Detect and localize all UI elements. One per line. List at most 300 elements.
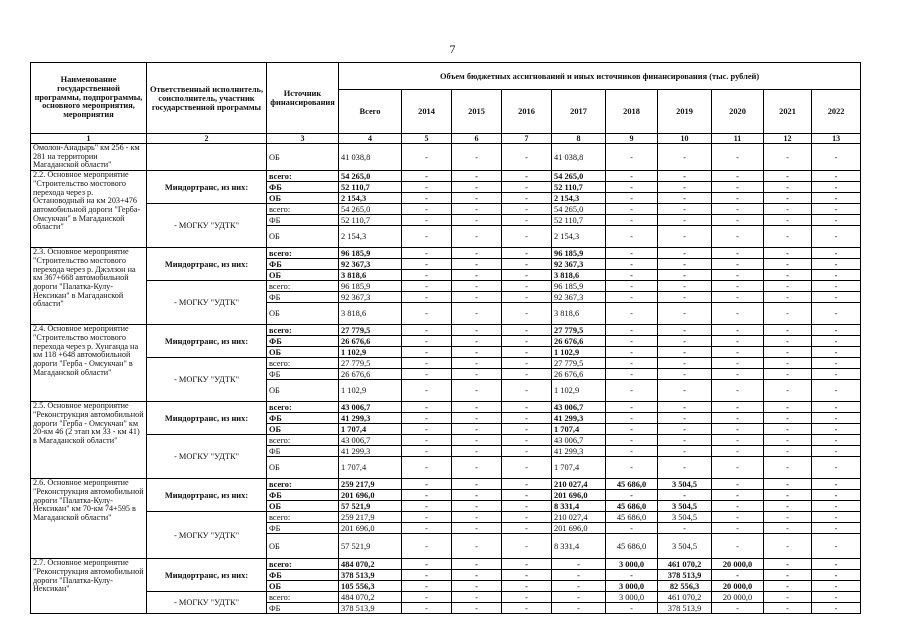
value-cell: -: [658, 336, 712, 347]
column-number: 5: [402, 134, 452, 144]
column-number: 13: [812, 134, 861, 144]
executor-udtk: - МОГКУ "УДТК": [147, 204, 267, 248]
value-cell: -: [764, 182, 812, 193]
value-cell: -: [658, 424, 712, 435]
value-cell: -: [502, 325, 552, 336]
value-cell: -: [402, 144, 452, 171]
value-cell: -: [452, 336, 502, 347]
value-cell: -: [452, 226, 502, 248]
value-cell: -: [812, 413, 861, 424]
source-cell: ФБ: [267, 292, 339, 303]
source-cell: ФБ: [267, 570, 339, 581]
value-cell: -: [812, 193, 861, 204]
value-cell: -: [452, 457, 502, 479]
value-cell: -: [764, 226, 812, 248]
value-cell: -: [812, 281, 861, 292]
value-cell: -: [452, 248, 502, 259]
value-cell: -: [764, 171, 812, 182]
value-cell: -: [452, 347, 502, 358]
value-cell: -: [764, 490, 812, 501]
value-cell: 3 818,6: [339, 270, 402, 281]
value-cell: -: [502, 435, 552, 446]
value-cell: -: [402, 581, 452, 592]
source-cell: ФБ: [267, 603, 339, 614]
value-cell: -: [452, 501, 502, 512]
value-cell: 1 707,4: [552, 424, 606, 435]
value-cell: -: [812, 424, 861, 435]
executor-udtk: - МОГКУ "УДТК": [147, 512, 267, 559]
executor-ministry: Миндортранс, из них:: [147, 402, 267, 435]
value-cell: -: [502, 204, 552, 215]
value-cell: -: [712, 281, 764, 292]
value-cell: -: [452, 446, 502, 457]
value-cell: -: [812, 226, 861, 248]
value-cell: -: [712, 204, 764, 215]
executor-ministry: Миндортранс, из них:: [147, 325, 267, 358]
value-cell: -: [712, 303, 764, 325]
value-cell: 45 686,0: [606, 479, 658, 490]
value-cell: -: [712, 570, 764, 581]
executor-ministry: Миндортранс, из них:: [147, 559, 267, 592]
source-cell: всего:: [267, 592, 339, 603]
value-cell: -: [402, 402, 452, 413]
value-cell: 3 504,5: [658, 501, 712, 512]
value-cell: -: [402, 435, 452, 446]
value-cell: 378 513,9: [339, 570, 402, 581]
value-cell: 3 000,0: [606, 559, 658, 570]
source-cell: ОБ: [267, 193, 339, 204]
value-cell: -: [502, 380, 552, 402]
value-cell: -: [552, 592, 606, 603]
value-cell: -: [764, 581, 812, 592]
value-cell: -: [502, 292, 552, 303]
value-cell: -: [712, 512, 764, 523]
value-cell: -: [402, 292, 452, 303]
value-cell: 52 110,7: [339, 215, 402, 226]
value-cell: -: [452, 490, 502, 501]
source-cell: ОБ: [267, 581, 339, 592]
value-cell: -: [812, 570, 861, 581]
source-cell: всего:: [267, 325, 339, 336]
source-cell: ОБ: [267, 534, 339, 559]
value-cell: -: [712, 259, 764, 270]
value-cell: -: [712, 534, 764, 559]
value-cell: -: [658, 413, 712, 424]
value-cell: -: [658, 325, 712, 336]
executor-udtk: - МОГКУ "УДТК": [147, 358, 267, 402]
value-cell: 52 110,7: [552, 215, 606, 226]
value-cell: 3 000,0: [606, 592, 658, 603]
value-cell: -: [812, 380, 861, 402]
value-cell: 3 504,5: [658, 534, 712, 559]
value-cell: -: [712, 523, 764, 534]
source-cell: ФБ: [267, 182, 339, 193]
value-cell: -: [764, 501, 812, 512]
value-cell: 461 070,2: [658, 559, 712, 570]
value-cell: 1 102,9: [339, 380, 402, 402]
value-cell: -: [764, 457, 812, 479]
source-cell: всего:: [267, 512, 339, 523]
value-cell: 2 154,3: [552, 226, 606, 248]
value-cell: -: [712, 270, 764, 281]
value-cell: -: [452, 592, 502, 603]
value-cell: -: [658, 358, 712, 369]
value-cell: -: [812, 171, 861, 182]
value-cell: -: [658, 490, 712, 501]
value-cell: 484 070,2: [339, 559, 402, 570]
source-cell: ОБ: [267, 270, 339, 281]
executor-udtk: - МОГКУ "УДТК": [147, 281, 267, 325]
value-cell: -: [812, 603, 861, 614]
value-cell: -: [402, 325, 452, 336]
value-cell: -: [812, 336, 861, 347]
value-cell: -: [402, 226, 452, 248]
value-cell: 3 818,6: [339, 303, 402, 325]
value-cell: 201 696,0: [339, 523, 402, 534]
value-cell: -: [764, 402, 812, 413]
value-cell: -: [812, 457, 861, 479]
value-cell: -: [658, 380, 712, 402]
value-cell: -: [606, 182, 658, 193]
value-cell: 92 367,3: [552, 292, 606, 303]
value-cell: -: [452, 380, 502, 402]
value-cell: -: [812, 512, 861, 523]
value-cell: 3 504,5: [658, 512, 712, 523]
value-cell: -: [812, 501, 861, 512]
value-cell: 259 217,9: [339, 479, 402, 490]
value-cell: -: [658, 523, 712, 534]
value-cell: -: [712, 479, 764, 490]
value-cell: 96 185,9: [552, 281, 606, 292]
value-cell: -: [606, 523, 658, 534]
value-cell: -: [658, 215, 712, 226]
value-cell: -: [712, 501, 764, 512]
value-cell: -: [402, 592, 452, 603]
value-cell: 484 070,2: [339, 592, 402, 603]
value-cell: -: [658, 226, 712, 248]
value-cell: -: [764, 358, 812, 369]
column-number: 7: [502, 134, 552, 144]
source-cell: ОБ: [267, 380, 339, 402]
value-cell: -: [764, 325, 812, 336]
value-cell: -: [502, 369, 552, 380]
value-cell: 43 006,7: [339, 402, 402, 413]
value-cell: -: [452, 534, 502, 559]
value-cell: 41 299,3: [552, 413, 606, 424]
value-cell: -: [452, 292, 502, 303]
value-cell: -: [764, 369, 812, 380]
value-cell: -: [452, 144, 502, 171]
source-cell: ОБ: [267, 457, 339, 479]
value-cell: -: [606, 446, 658, 457]
value-cell: 201 696,0: [552, 490, 606, 501]
value-cell: 26 676,6: [339, 336, 402, 347]
header-funding: Объем бюджетных ассигнований и иных источников финансирования (тыс. рублей): [339, 63, 861, 90]
value-cell: 8 331,4: [552, 501, 606, 512]
value-cell: -: [402, 490, 452, 501]
value-cell: -: [764, 592, 812, 603]
value-cell: -: [502, 358, 552, 369]
value-cell: 43 006,7: [339, 435, 402, 446]
value-cell: -: [452, 424, 502, 435]
value-cell: -: [452, 479, 502, 490]
value-cell: -: [452, 193, 502, 204]
measure-name: 2.4. Основное мероприятие "Строительство мостового перехода через р. Хунганда на км 118 +648 автомобильной дороги "Герба - Омсукчан" в Магаданской области": [31, 325, 147, 402]
value-cell: -: [452, 358, 502, 369]
value-cell: 43 006,7: [552, 402, 606, 413]
value-cell: -: [764, 347, 812, 358]
value-cell: -: [606, 144, 658, 171]
value-cell: -: [606, 259, 658, 270]
value-cell: -: [712, 171, 764, 182]
table-row: [31, 358, 861, 369]
value-cell: -: [402, 380, 452, 402]
value-cell: -: [502, 424, 552, 435]
value-cell: -: [712, 292, 764, 303]
value-cell: 52 110,7: [552, 182, 606, 193]
value-cell: -: [812, 144, 861, 171]
value-cell: 41 299,3: [552, 446, 606, 457]
value-cell: -: [658, 402, 712, 413]
value-cell: -: [402, 358, 452, 369]
header-year: 2022: [812, 90, 861, 134]
value-cell: -: [712, 413, 764, 424]
value-cell: -: [402, 248, 452, 259]
value-cell: -: [402, 534, 452, 559]
source-cell: ОБ: [267, 303, 339, 325]
value-cell: -: [812, 204, 861, 215]
source-cell: ФБ: [267, 490, 339, 501]
column-number: 12: [764, 134, 812, 144]
value-cell: -: [402, 424, 452, 435]
value-cell: -: [712, 347, 764, 358]
value-cell: -: [712, 603, 764, 614]
value-cell: 3 818,6: [552, 270, 606, 281]
executor-udtk: - МОГКУ "УДТК": [147, 435, 267, 479]
value-cell: -: [452, 171, 502, 182]
column-number: 11: [712, 134, 764, 144]
value-cell: -: [764, 281, 812, 292]
value-cell: -: [712, 490, 764, 501]
source-cell: всего:: [267, 559, 339, 570]
source-cell: ОБ: [267, 501, 339, 512]
value-cell: -: [452, 215, 502, 226]
value-cell: 20 000,0: [712, 592, 764, 603]
source-cell: ФБ: [267, 413, 339, 424]
value-cell: -: [764, 380, 812, 402]
value-cell: -: [552, 581, 606, 592]
value-cell: 3 000,0: [606, 581, 658, 592]
value-cell: -: [812, 592, 861, 603]
value-cell: -: [402, 303, 452, 325]
value-cell: 3 504,5: [658, 479, 712, 490]
value-cell: -: [764, 292, 812, 303]
table-row: [31, 144, 861, 171]
value-cell: -: [658, 435, 712, 446]
measure-name: 2.5. Основное мероприятие "Реконструкция автомобильной дороги "Герба - Омсукчан" км 20-км 46 (2 этап км 33 - км 41) в Магаданской области": [31, 402, 147, 479]
value-cell: -: [658, 369, 712, 380]
value-cell: -: [502, 402, 552, 413]
value-cell: -: [502, 413, 552, 424]
value-cell: -: [402, 281, 452, 292]
value-cell: -: [764, 603, 812, 614]
source-cell: всего:: [267, 479, 339, 490]
value-cell: -: [606, 215, 658, 226]
column-number: 3: [267, 134, 339, 144]
value-cell: -: [452, 413, 502, 424]
value-cell: -: [764, 259, 812, 270]
value-cell: -: [764, 144, 812, 171]
value-cell: -: [764, 215, 812, 226]
value-cell: -: [606, 226, 658, 248]
source-cell: всего:: [267, 435, 339, 446]
table-row: [31, 512, 861, 523]
value-cell: -: [658, 144, 712, 171]
column-number: 6: [452, 134, 502, 144]
value-cell: -: [606, 171, 658, 182]
value-cell: -: [606, 270, 658, 281]
value-cell: -: [402, 204, 452, 215]
value-cell: 378 513,9: [658, 570, 712, 581]
value-cell: -: [606, 204, 658, 215]
value-cell: -: [452, 523, 502, 534]
value-cell: -: [502, 182, 552, 193]
page-number: 7: [449, 42, 456, 56]
source-cell: ФБ: [267, 369, 339, 380]
value-cell: -: [606, 248, 658, 259]
value-cell: -: [502, 603, 552, 614]
value-cell: -: [812, 248, 861, 259]
value-cell: -: [502, 581, 552, 592]
value-cell: -: [764, 534, 812, 559]
value-cell: -: [658, 259, 712, 270]
source-cell: ФБ: [267, 215, 339, 226]
value-cell: -: [764, 512, 812, 523]
value-cell: -: [502, 457, 552, 479]
value-cell: -: [502, 226, 552, 248]
value-cell: -: [502, 534, 552, 559]
value-cell: 57 521,9: [339, 501, 402, 512]
value-cell: -: [812, 534, 861, 559]
value-cell: 57 521,9: [339, 534, 402, 559]
value-cell: -: [606, 424, 658, 435]
header-year: 2020: [712, 90, 764, 134]
value-cell: -: [502, 144, 552, 171]
value-cell: 41 299,3: [339, 446, 402, 457]
value-cell: 41 299,3: [339, 413, 402, 424]
table-row: [31, 592, 861, 603]
value-cell: 210 027,4: [552, 479, 606, 490]
value-cell: -: [812, 581, 861, 592]
value-cell: 54 265,0: [339, 171, 402, 182]
value-cell: -: [764, 204, 812, 215]
table-row: [31, 171, 861, 182]
value-cell: -: [812, 446, 861, 457]
value-cell: 54 265,0: [552, 204, 606, 215]
column-number: 10: [658, 134, 712, 144]
value-cell: 1 707,4: [339, 424, 402, 435]
value-cell: 105 556,3: [339, 581, 402, 592]
value-cell: 96 185,9: [552, 248, 606, 259]
value-cell: -: [658, 303, 712, 325]
value-cell: -: [764, 413, 812, 424]
value-cell: 26 676,6: [552, 336, 606, 347]
value-cell: -: [502, 512, 552, 523]
value-cell: -: [812, 215, 861, 226]
value-cell: -: [812, 347, 861, 358]
value-cell: -: [812, 358, 861, 369]
value-cell: -: [552, 603, 606, 614]
value-cell: -: [712, 182, 764, 193]
value-cell: 1 707,4: [552, 457, 606, 479]
value-cell: 45 686,0: [606, 512, 658, 523]
measure-name: Омолон-Анадырь" км 256 - км 281 на территории Магаданской области": [31, 144, 147, 171]
column-number: 8: [552, 134, 606, 144]
value-cell: -: [402, 523, 452, 534]
measure-name: 2.3. Основное мероприятие "Строительство мостового перехода через р. Джэлзон на км 367+668 автомобильной дороги "Палатка-Кулу-Нексикан" в Магаданской области": [31, 248, 147, 325]
value-cell: 1 102,9: [552, 380, 606, 402]
value-cell: 54 265,0: [339, 204, 402, 215]
value-cell: -: [402, 171, 452, 182]
value-cell: -: [764, 303, 812, 325]
value-cell: -: [402, 259, 452, 270]
header-year: 2019: [658, 90, 712, 134]
value-cell: -: [552, 570, 606, 581]
executor-ministry: Миндортранс, из них:: [147, 248, 267, 281]
value-cell: -: [712, 226, 764, 248]
value-cell: -: [658, 182, 712, 193]
value-cell: 92 367,3: [339, 259, 402, 270]
value-cell: 92 367,3: [552, 259, 606, 270]
value-cell: 26 676,6: [339, 369, 402, 380]
value-cell: 201 696,0: [552, 523, 606, 534]
table-row: [31, 204, 861, 215]
value-cell: -: [502, 215, 552, 226]
value-cell: 27 779,5: [339, 325, 402, 336]
value-cell: -: [812, 303, 861, 325]
source-cell: ОБ: [267, 424, 339, 435]
value-cell: 27 779,5: [552, 325, 606, 336]
value-cell: -: [402, 501, 452, 512]
funding-table: [30, 62, 861, 614]
value-cell: -: [812, 479, 861, 490]
value-cell: 82 556,3: [658, 581, 712, 592]
value-cell: -: [812, 259, 861, 270]
value-cell: -: [606, 325, 658, 336]
value-cell: -: [606, 490, 658, 501]
source-cell: всего:: [267, 171, 339, 182]
value-cell: -: [452, 204, 502, 215]
value-cell: -: [658, 347, 712, 358]
value-cell: 461 070,2: [658, 592, 712, 603]
measure-name: 2.7. Основное мероприятие "Реконструкция автомобильной дороги "Палатка-Кулу-Нексикан": [31, 559, 147, 614]
value-cell: -: [606, 193, 658, 204]
value-cell: -: [502, 347, 552, 358]
value-cell: -: [606, 457, 658, 479]
value-cell: -: [658, 248, 712, 259]
value-cell: -: [452, 259, 502, 270]
value-cell: -: [712, 435, 764, 446]
value-cell: -: [764, 523, 812, 534]
value-cell: -: [812, 435, 861, 446]
value-cell: -: [502, 570, 552, 581]
value-cell: -: [712, 369, 764, 380]
column-number: 1: [31, 134, 147, 144]
table-row: [31, 325, 861, 336]
value-cell: -: [606, 281, 658, 292]
value-cell: 378 513,9: [339, 603, 402, 614]
value-cell: -: [502, 501, 552, 512]
